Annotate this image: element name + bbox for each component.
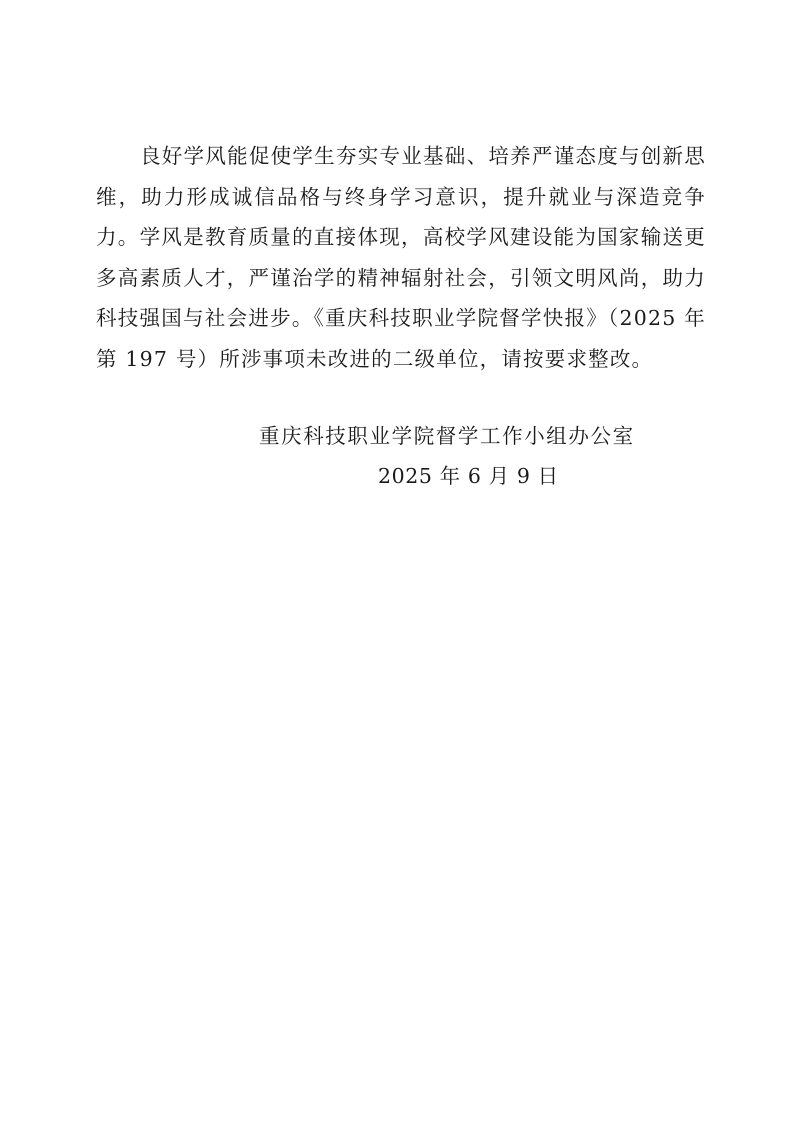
body-paragraph: 良好学风能促使学生夯实专业基础、培养严谨态度与创新思维，助力形成诚信品格与终身学习意识，提升就业与深造竞争力。学风是教育质量的直接体现，高校学风建设能为国家输送更多高素质人才，严谨治学的精神辐射社会，引领文明风尚，助力科技强国与社会进步。《重庆科技职业学院督学快报》（2025 年第 197 号）所涉事项未改进的二级单位，请按要求整改。 (96, 144, 706, 371)
signature-date: 2025 年 6 月 9 日 (378, 464, 559, 488)
signature-organization: 重庆科技职业学院督学工作小组办公室 (259, 424, 635, 448)
